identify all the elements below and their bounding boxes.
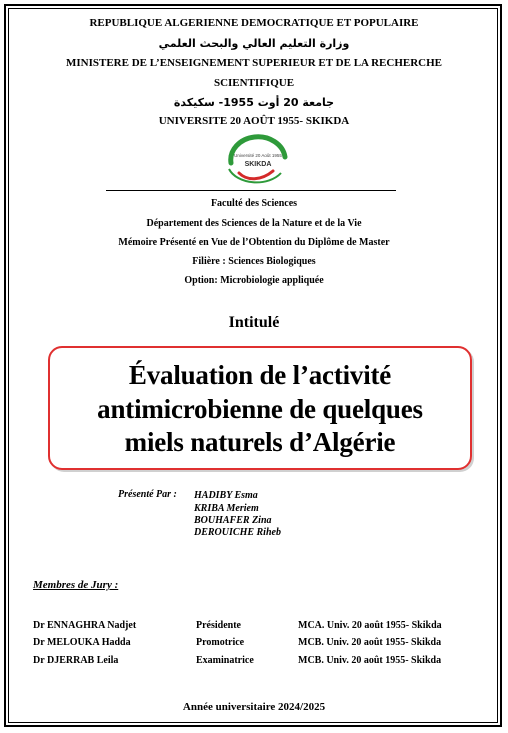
intitule-label: Intitulé (228, 314, 280, 331)
author-2: KRIBA Meriem (194, 503, 259, 514)
jury-name-3: Dr DJERRAB Leila (33, 655, 119, 666)
separator-rule (106, 190, 396, 191)
memoire-statement: Mémoire Présenté en Vue de l’Obtention du Diplôme de Master (118, 237, 390, 248)
republic-heading: REPUBLIQUE ALGERIENNE DEMOCRATIQUE ET POPULAIRE (89, 17, 419, 29)
jury-name-2: Dr MELOUKA Hadda (33, 637, 131, 648)
jury-role-3: Examinatrice (196, 655, 254, 666)
jury-role-2: Promotrice (196, 637, 245, 648)
academic-year: Année universitaire 2024/2025 (182, 701, 326, 713)
jury-affiliation-2: MCB. Univ. 20 août 1955- Skikda (298, 637, 442, 648)
ministry-line-1: MINISTERE DE L’ENSEIGNEMENT SUPERIEUR ET DE LA RECHERCHE (65, 57, 443, 69)
author-4: DEROUICHE Riheb (194, 527, 281, 538)
jury-affiliation-3: MCB. Univ. 20 août 1955- Skikda (298, 655, 442, 666)
jury-role-1: Présidente (196, 620, 241, 631)
department-name: Département des Sciences de la Nature et de la Vie (146, 218, 362, 229)
university-arabic: جامعة 20 أوت 1955- سكيكدة (173, 96, 335, 109)
title-line-2: antimicrobienne de quelques (97, 394, 423, 424)
jury-name-1: Dr ENNAGHRA Nadjet (33, 620, 137, 631)
university-name: UNIVERSITE 20 AOÛT 1955- SKIKDA (158, 115, 350, 127)
university-logo (221, 133, 295, 185)
ministry-arabic: وزارة التعليم العالي والبحث العلمي (158, 37, 350, 50)
logo-caption: Université 20 Août 1955 (234, 153, 282, 158)
presented-by-label: Présenté Par : (118, 489, 177, 500)
title-line-1: Évaluation de l’activité (128, 360, 392, 390)
author-1: HADIBY Esma (194, 490, 258, 501)
filiere: Filière : Sciences Biologiques (192, 256, 316, 267)
title-line-3: miels naturels d’Algérie (124, 427, 396, 457)
jury-title: Membres de Jury : (33, 579, 119, 591)
option: Option: Microbiologie appliquée (184, 275, 324, 286)
faculty-name: Faculté des Sciences (210, 198, 298, 209)
author-3: BOUHAFER Zina (194, 515, 272, 526)
ministry-line-2: SCIENTIFIQUE (213, 77, 295, 89)
jury-affiliation-1: MCA. Univ. 20 août 1955- Skikda (298, 620, 442, 631)
logo-name: SKIKDA (244, 161, 272, 168)
